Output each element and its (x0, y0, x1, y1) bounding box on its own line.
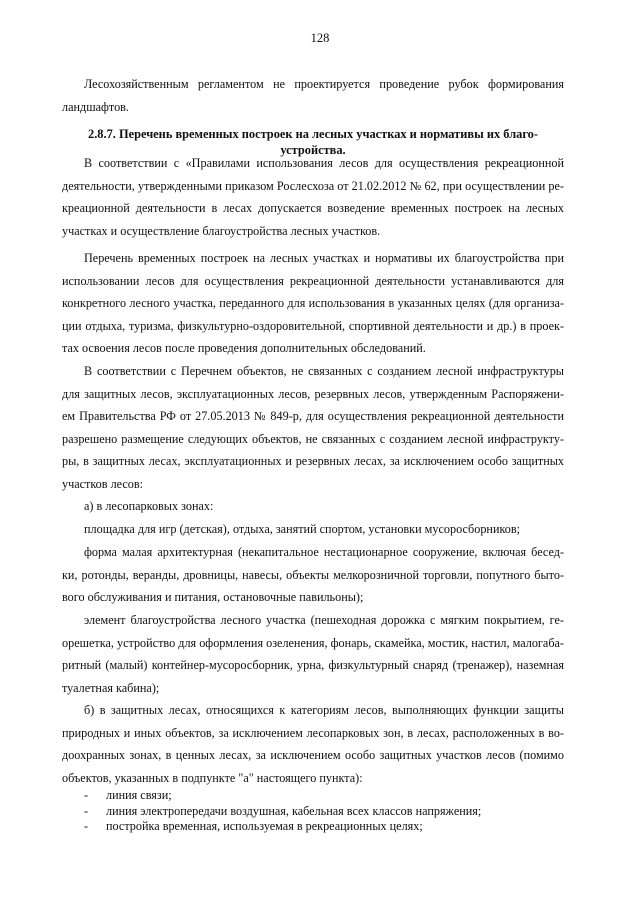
paragraph-5 (62, 518, 564, 541)
paragraph-line: деятельности, утвержденными приказом Рослесхоза от 21.02.2012 № 62, при осуществлении ре- (62, 178, 564, 193)
paragraph-line: объектов, указанных в подпункте "а" настоящего пункта): (62, 770, 363, 785)
list-marker: - (84, 788, 89, 802)
paragraph-8 (62, 699, 564, 789)
intro-line-2: ландшафтов. (62, 99, 129, 114)
paragraph-line: туалетная кабина); (62, 680, 160, 695)
list-item-text: линия электропередачи воздушная, кабельная всех классов напряжения; (106, 803, 482, 818)
paragraph-line: ры, в защитных лесах, эксплуатационных и резервных лесах, за исключением особо защитных (62, 454, 564, 468)
paragraph-3 (62, 360, 564, 495)
paragraph-line: конкретного лесного участка, переданного для использования в указанных целях (для организа- (62, 296, 564, 310)
paragraph-line: б) в защитных лесах, относящихся к категориям лесов, выполняющих функции защиты (84, 703, 564, 717)
paragraph-7 (62, 609, 564, 699)
paragraph-line: форма малая архитектурная (некапитальное нестационарное сооружение, включая бесед- (84, 545, 564, 559)
list-item (84, 788, 554, 804)
paragraph-line: участков лесов: (62, 476, 144, 491)
list-item-text: постройка временная, используемая в рекреационных целях; (106, 819, 423, 833)
list-item-text: линия связи; (106, 788, 172, 802)
paragraph-2 (62, 247, 564, 360)
paragraph-line: а) в лесопарковых зонах: (84, 499, 214, 513)
dash-list (84, 788, 554, 835)
intro-paragraph (62, 73, 564, 118)
paragraph-line: В соответствии с Перечнем объектов, не связанных с созданием лесной инфраструктуры (84, 364, 564, 378)
list-item (84, 819, 554, 835)
paragraph-4 (62, 495, 564, 518)
paragraph-line: разрешено размещение следующих объектов, не связанных с созданием лесной инфраструкту- (62, 431, 564, 446)
paragraph-line: ки, ротонды, веранды, дровницы, навесы, объекты мелкорозничной торговли, попутного быто- (62, 567, 564, 582)
list-marker: - (84, 819, 89, 833)
paragraph-line: Перечень временных построек на лесных участках и нормативы их благоустройства при (84, 251, 564, 265)
paragraph-1 (62, 152, 564, 242)
paragraph-line: В соответствии с «Правилами использования лесов для осуществления рекреационной (84, 156, 564, 170)
paragraph-line: природных и иных объектов, за исключением лесопарковых зон, в лесах, расположенных в во- (62, 725, 564, 740)
paragraph-line: ции отдыха, туризма, физкультурно-оздоровительной, спортивной деятельности и др.) в проек- (62, 318, 564, 333)
paragraph-line: элемент благоустройства лесного участка (пешеходная дорожка с мягким покрытием, ге- (84, 613, 564, 627)
list-item (84, 804, 554, 820)
paragraph-line: участках и осуществление благоустройства лесных участков. (62, 223, 381, 238)
list-marker: - (84, 803, 89, 818)
paragraph-line: вого обслуживания и питания, остановочные павильоны); (62, 590, 364, 604)
intro-line-1: Лесохозяйственным регламентом не проектируется проведение рубок формирования (84, 77, 564, 91)
paragraph-line: ритный (малый) контейнер-мусоросборник, урна, физкультурный снаряд (тренажер), наземная (62, 658, 564, 672)
paragraph-line: площадка для игр (детская), отдыха, занятий спортом, установки мусоросборников; (84, 522, 520, 536)
paragraph-line: орешетка, устройство для оформления озеленения, фонарь, скамейка, мостик, настил, малогаба- (62, 635, 564, 650)
paragraph-line: ем Правительства РФ от 27.05.2013 № 849-р, для осуществления рекреационной деятельности (62, 409, 564, 423)
section-heading-line-1: 2.8.7. Перечень временных построек на лесных участках и нормативы их благо- (88, 127, 538, 141)
section-heading-line-2: устройства. (280, 143, 346, 157)
paragraph-line: доохранных зонах, в ценных лесах, за исключением особо защитных участков лесов (помимо (62, 748, 564, 762)
paragraph-6 (62, 541, 564, 609)
paragraph-line: креационной деятельности в лесах допускается возведение временных построек на лесных (62, 201, 564, 215)
paragraph-line: для защитных лесов, эксплуатационных лесов, резервных лесов, утвержденным Распоряжени- (62, 386, 564, 401)
paragraph-line: тах освоения лесов после проведения дополнительных обследований. (62, 341, 426, 355)
page-number: 128 (310, 31, 330, 45)
paragraph-line: использовании лесов для осуществления рекреационной деятельности устанавливаются для (62, 273, 564, 288)
